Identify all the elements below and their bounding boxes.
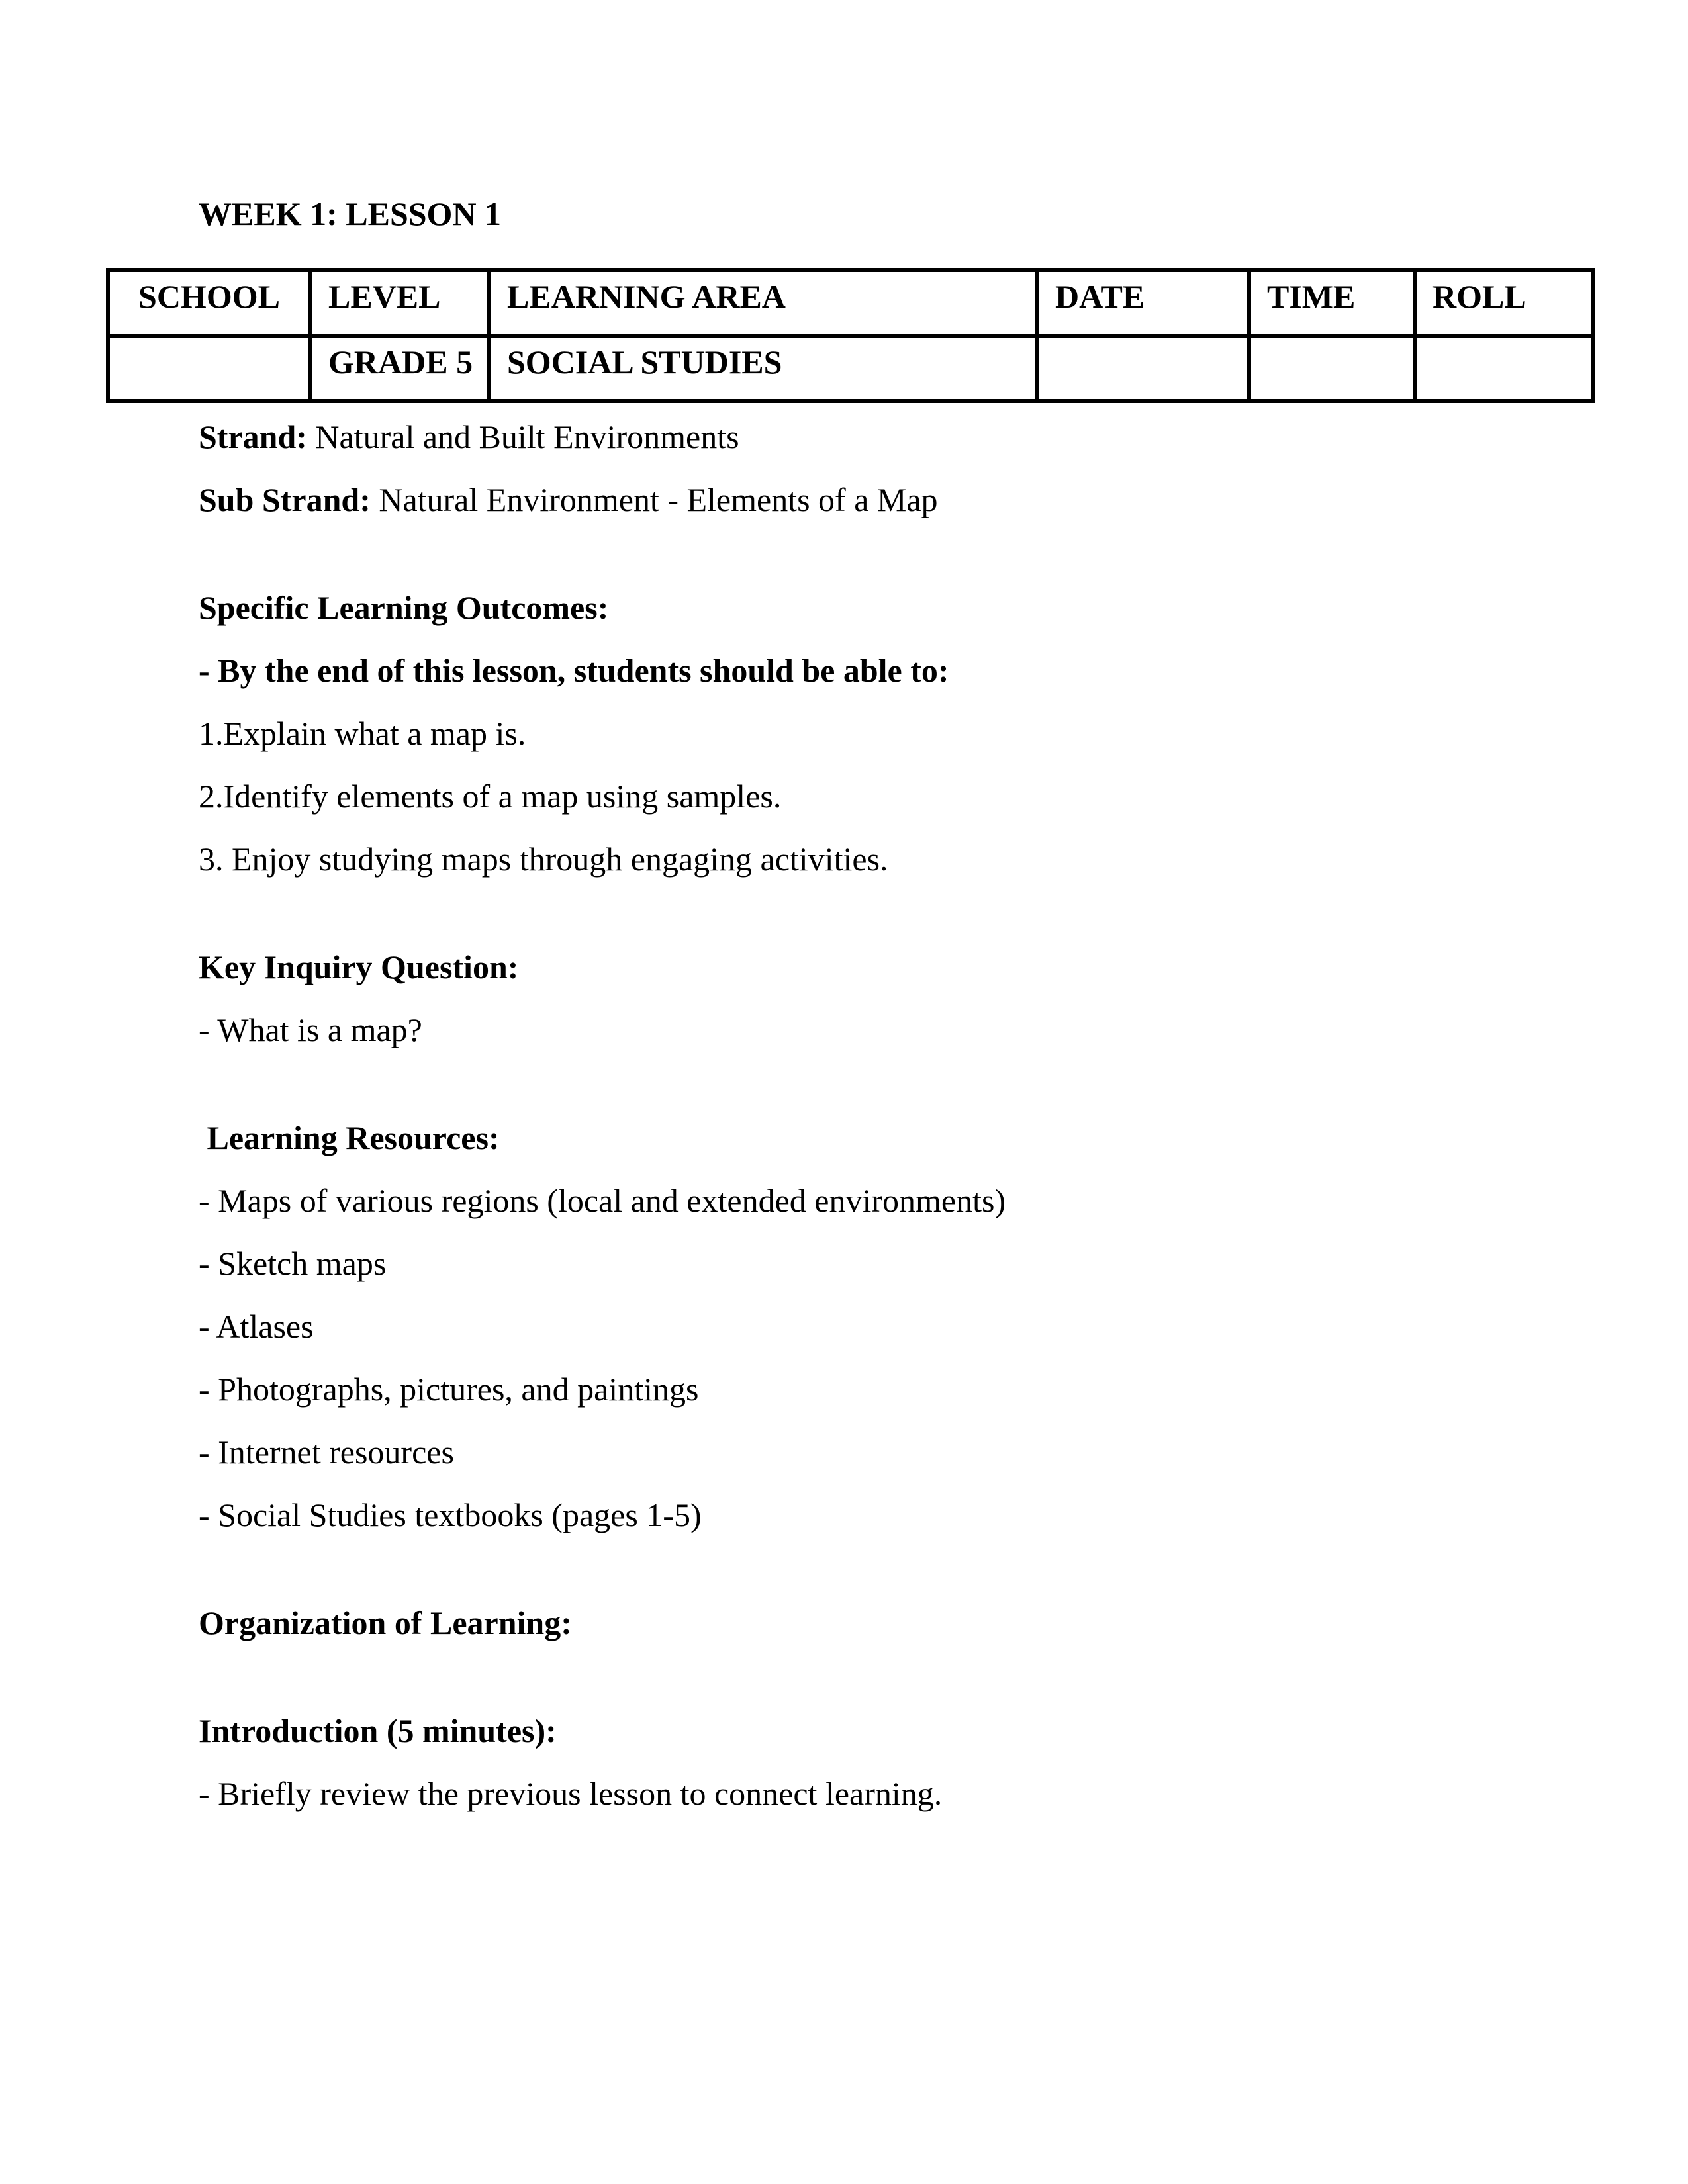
sub-strand-line: Sub Strand: Natural Environment - Elements of a Map: [199, 481, 938, 518]
header-cell-time: TIME: [1249, 270, 1415, 336]
value-cell-5: [1415, 336, 1593, 401]
outcome-item-2: 2.Identify elements of a map using samples.: [199, 778, 782, 815]
resource-item-maps: - Maps of various regions (local and extended environments): [199, 1182, 1006, 1219]
header-cell-level: LEVEL: [310, 270, 489, 336]
header-cell-date: DATE: [1037, 270, 1249, 336]
value-cell-2: SOCIAL STUDIES: [489, 336, 1037, 401]
resource-item-photographs: - Photographs, pictures, and paintings: [199, 1371, 699, 1408]
page-title: WEEK 1: LESSON 1: [199, 195, 502, 232]
outcome-item-3: 3. Enjoy studying maps through engaging activities.: [199, 841, 888, 878]
header-cell-roll: ROLL: [1415, 270, 1593, 336]
strand-line-label: Strand:: [199, 418, 307, 455]
outcomes-intro-line-text: - By the end of this lesson, students should be able to:: [199, 652, 949, 689]
outcome-item-1: 1.Explain what a map is.: [199, 715, 526, 752]
header-cell-learning-area: LEARNING AREA: [489, 270, 1037, 336]
key-inquiry-item: - What is a map?: [199, 1011, 422, 1048]
resource-item-internet: - Internet resources: [199, 1433, 454, 1471]
resource-item-atlases: - Atlases: [199, 1308, 314, 1345]
learning-resources-heading-text: Learning Resources:: [199, 1119, 500, 1156]
specific-learning-outcomes-heading: [199, 587, 1595, 629]
value-cell-3: [1037, 336, 1249, 401]
sub-strand-line-label: Sub Strand:: [199, 481, 371, 518]
value-cell-4: [1249, 336, 1415, 401]
outcomes-intro-line: [199, 650, 1595, 692]
organization-of-learning-heading-text: Organization of Learning:: [199, 1604, 572, 1641]
specific-learning-outcomes-heading-text: Specific Learning Outcomes:: [199, 589, 609, 626]
value-cell-0: [108, 336, 310, 401]
key-inquiry-question-heading: [199, 946, 1595, 988]
resource-item-textbooks: - Social Studies textbooks (pages 1-5): [199, 1496, 702, 1533]
organization-of-learning-heading: [199, 1602, 1595, 1644]
learning-resources-heading: [199, 1117, 1595, 1159]
lesson-info-table: [106, 268, 1595, 403]
strand-line: Strand: Natural and Built Environments: [199, 418, 739, 455]
introduction-item: - Briefly review the previous lesson to connect learning.: [199, 1775, 943, 1812]
introduction-heading-text: Introduction (5 minutes):: [199, 1712, 557, 1749]
document-body: [199, 416, 1595, 1815]
header-cell-school: SCHOOL: [108, 270, 310, 336]
table-value-row: [108, 336, 1593, 401]
introduction-heading: [199, 1710, 1595, 1752]
value-cell-1: GRADE 5: [310, 336, 489, 401]
resource-item-sketch-maps: - Sketch maps: [199, 1245, 387, 1282]
key-inquiry-question-heading-text: Key Inquiry Question:: [199, 948, 519, 985]
table-header-row: [108, 270, 1593, 336]
